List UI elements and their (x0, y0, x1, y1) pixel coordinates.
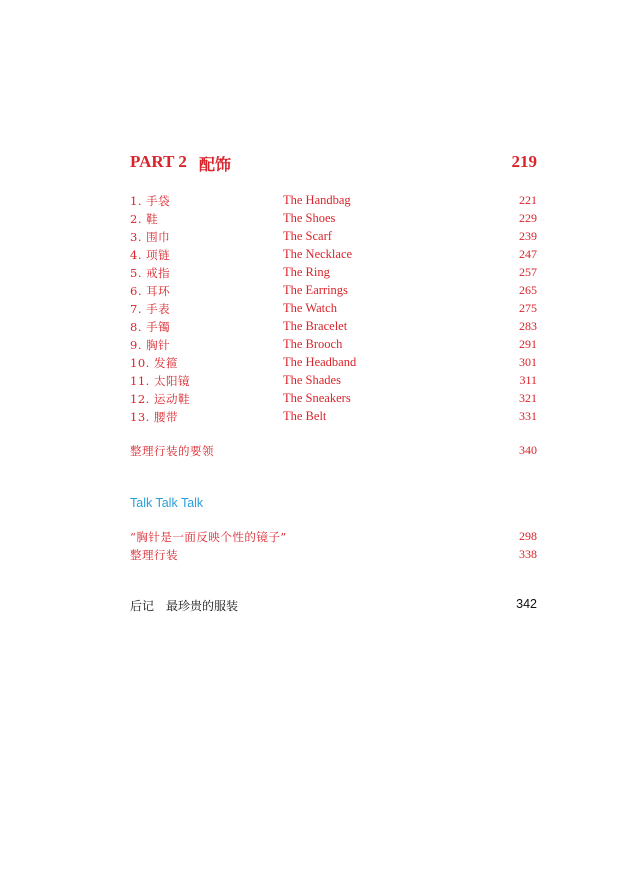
toc-entry (130, 210, 537, 228)
entry-chinese-title: 1. 手袋 (130, 194, 171, 208)
entry-page-number: 257 (519, 265, 537, 279)
toc-entry (130, 408, 537, 426)
entry-chinese-title: 6. 耳环 (130, 284, 171, 298)
packing-tips-title: 整理行装的要领 (130, 444, 214, 458)
entry-page-number: 321 (519, 391, 537, 405)
entry-english-title: The Shades (283, 373, 341, 387)
toc-list (130, 192, 537, 426)
entry-chinese-title: 5. 戒指 (130, 266, 171, 280)
entry-chinese-title: 4. 项链 (130, 248, 171, 262)
toc-entry (130, 336, 537, 354)
packing-tips-entry (130, 442, 537, 460)
entry-chinese-title: 3. 围巾 (130, 230, 171, 244)
part-heading (130, 150, 537, 176)
afterword-title: 后记 最珍贵的服装 (130, 599, 239, 613)
entry-chinese-title: 7. 手表 (130, 302, 171, 316)
entry-chinese-title: 9. 胸针 (130, 338, 171, 352)
entry-page-number: 291 (519, 337, 537, 351)
entry-english-title: The Sneakers (283, 391, 351, 405)
afterword-entry (130, 597, 537, 615)
toc-entry (130, 354, 537, 372)
toc-entry (130, 372, 537, 390)
entry-english-title: The Belt (283, 409, 327, 423)
entry-chinese-title: 10. 发箍 (130, 356, 178, 370)
entry-page-number: 239 (519, 229, 537, 243)
entry-english-title: The Scarf (283, 229, 332, 243)
entry-page-number: 221 (519, 193, 537, 207)
talk-entry (130, 546, 537, 564)
entry-english-title: The Watch (283, 301, 337, 315)
toc-entry (130, 318, 537, 336)
part-label: PART 2 (130, 152, 187, 171)
packing-tips-page-number: 340 (519, 443, 537, 457)
entry-english-title: The Headband (283, 355, 357, 369)
entry-english-title: The Necklace (283, 247, 353, 261)
entry-english-title: The Bracelet (283, 319, 348, 333)
entry-english-title: The Shoes (283, 211, 336, 225)
toc-entry (130, 390, 537, 408)
toc-entry (130, 300, 537, 318)
entry-page-number: 275 (519, 301, 537, 315)
entry-chinese-title: 12. 运动鞋 (130, 392, 190, 406)
talk-section-heading: Talk Talk Talk (130, 496, 204, 510)
entry-page-number: 301 (519, 355, 537, 369)
talk-entry-page-number: 298 (519, 529, 537, 543)
entry-page-number: 311 (519, 373, 537, 387)
talk-entry (130, 528, 537, 546)
talk-entry-page-number: 338 (519, 547, 537, 561)
talk-entry-title: “胸针是一面反映个性的镜子” (130, 530, 287, 544)
talk-entry-title: 整理行装 (130, 548, 178, 562)
entry-english-title: The Brooch (283, 337, 343, 351)
entry-english-title: The Handbag (283, 193, 351, 207)
entry-chinese-title: 8. 手镯 (130, 320, 171, 334)
entry-page-number: 283 (519, 319, 537, 333)
entry-chinese-title: 11. 太阳镜 (130, 374, 190, 388)
entry-chinese-title: 13. 腰带 (130, 410, 178, 424)
afterword-page-number: 342 (516, 597, 537, 611)
entry-english-title: The Earrings (283, 283, 348, 297)
toc-entry (130, 228, 537, 246)
part-page-number: 219 (511, 152, 537, 171)
entry-english-title: The Ring (283, 265, 330, 279)
part-title: 配饰 (199, 155, 232, 174)
entry-chinese-title: 2. 鞋 (130, 212, 159, 226)
entry-page-number: 331 (519, 409, 537, 423)
toc-entry (130, 246, 537, 264)
entry-page-number: 229 (519, 211, 537, 225)
entry-page-number: 265 (519, 283, 537, 297)
toc-entry (130, 192, 537, 210)
entry-page-number: 247 (519, 247, 537, 261)
toc-entry (130, 264, 537, 282)
toc-entry (130, 282, 537, 300)
